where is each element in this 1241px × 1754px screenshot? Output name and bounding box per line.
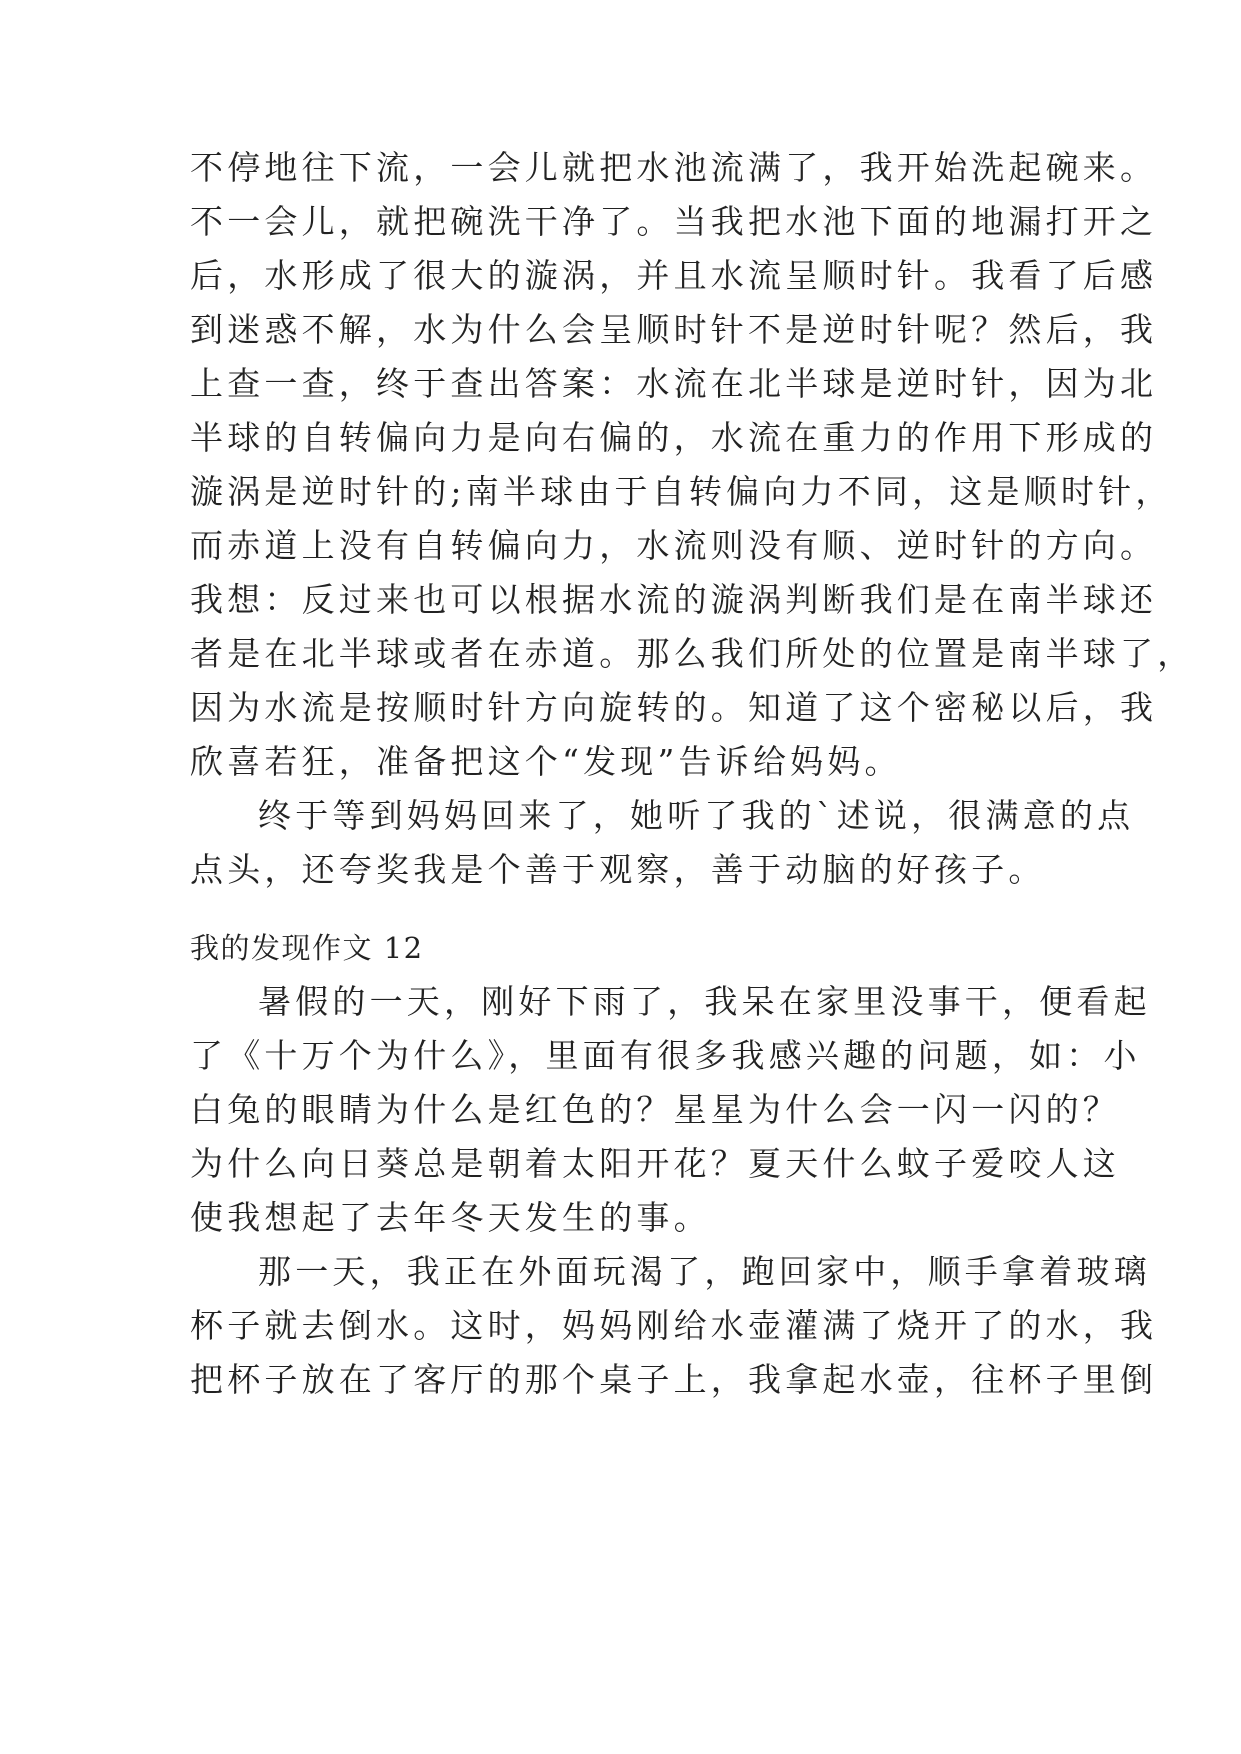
text-line: 因为水流是按顺时针方向旋转的。知道了这个密秘以后，我 (190, 688, 1158, 727)
essay-title: 我的发现作文 12 (190, 931, 424, 965)
text-line: 不一会儿，就把碗洗干净了。当我把水池下面的地漏打开之 (190, 202, 1158, 241)
paragraph-first-line: 那一天，我正在外面玩渴了，跑回家中，顺手拿着玻璃 (258, 1252, 1151, 1291)
paragraph-first-line: 暑假的一天，刚好下雨了，我呆在家里没事干，便看起 (258, 982, 1151, 1021)
text-line: 杯子就去倒水。这时，妈妈刚给水壶灌满了烧开了的水，我 (190, 1306, 1158, 1345)
text-line: 漩涡是逆时针的;南半球由于自转偏向力不同，这是顺时针， (190, 472, 1173, 511)
text-line: 上查一查，终于查出答案：水流在北半球是逆时针，因为北 (190, 364, 1158, 403)
text-line: 欣喜若狂，准备把这个“发现”告诉给妈妈。 (190, 742, 902, 781)
text-line: 到迷惑不解，水为什么会呈顺时针不是逆时针呢？然后，我 (190, 310, 1158, 349)
text-line: 半球的自转偏向力是向右偏的，水流在重力的作用下形成的 (190, 418, 1158, 457)
text-line: 为什么向日葵总是朝着太阳开花？夏天什么蚊子爱咬人这 (190, 1144, 1120, 1183)
text-line: 了《十万个为什么》，里面有很多我感兴趣的问题，如：小 (190, 1036, 1141, 1075)
text-line: 后，水形成了很大的漩涡，并且水流呈顺时针。我看了后感 (190, 256, 1158, 295)
paragraph-first-line: 终于等到妈妈回来了，她听了我的`述说，很满意的点 (258, 796, 1135, 835)
text-line: 而赤道上没有自转偏向力，水流则没有顺、逆时针的方向。 (190, 526, 1158, 565)
text-line: 使我想起了去年冬天发生的事。 (190, 1198, 711, 1237)
text-line: 者是在北半球或者在赤道。那么我们所处的位置是南半球了， (190, 634, 1195, 673)
text-line: 不停地往下流，一会儿就把水池流满了，我开始洗起碗来。 (190, 148, 1158, 187)
text-line: 白兔的眼睛为什么是红色的？星星为什么会一闪一闪的？ (190, 1090, 1120, 1129)
text-line: 把杯子放在了客厅的那个桌子上，我拿起水壶，往杯子里倒 (190, 1360, 1158, 1399)
text-line: 点头，还夸奖我是个善于观察，善于动脑的好孩子。 (190, 850, 1046, 889)
text-line: 我想：反过来也可以根据水流的漩涡判断我们是在南半球还 (190, 580, 1158, 619)
